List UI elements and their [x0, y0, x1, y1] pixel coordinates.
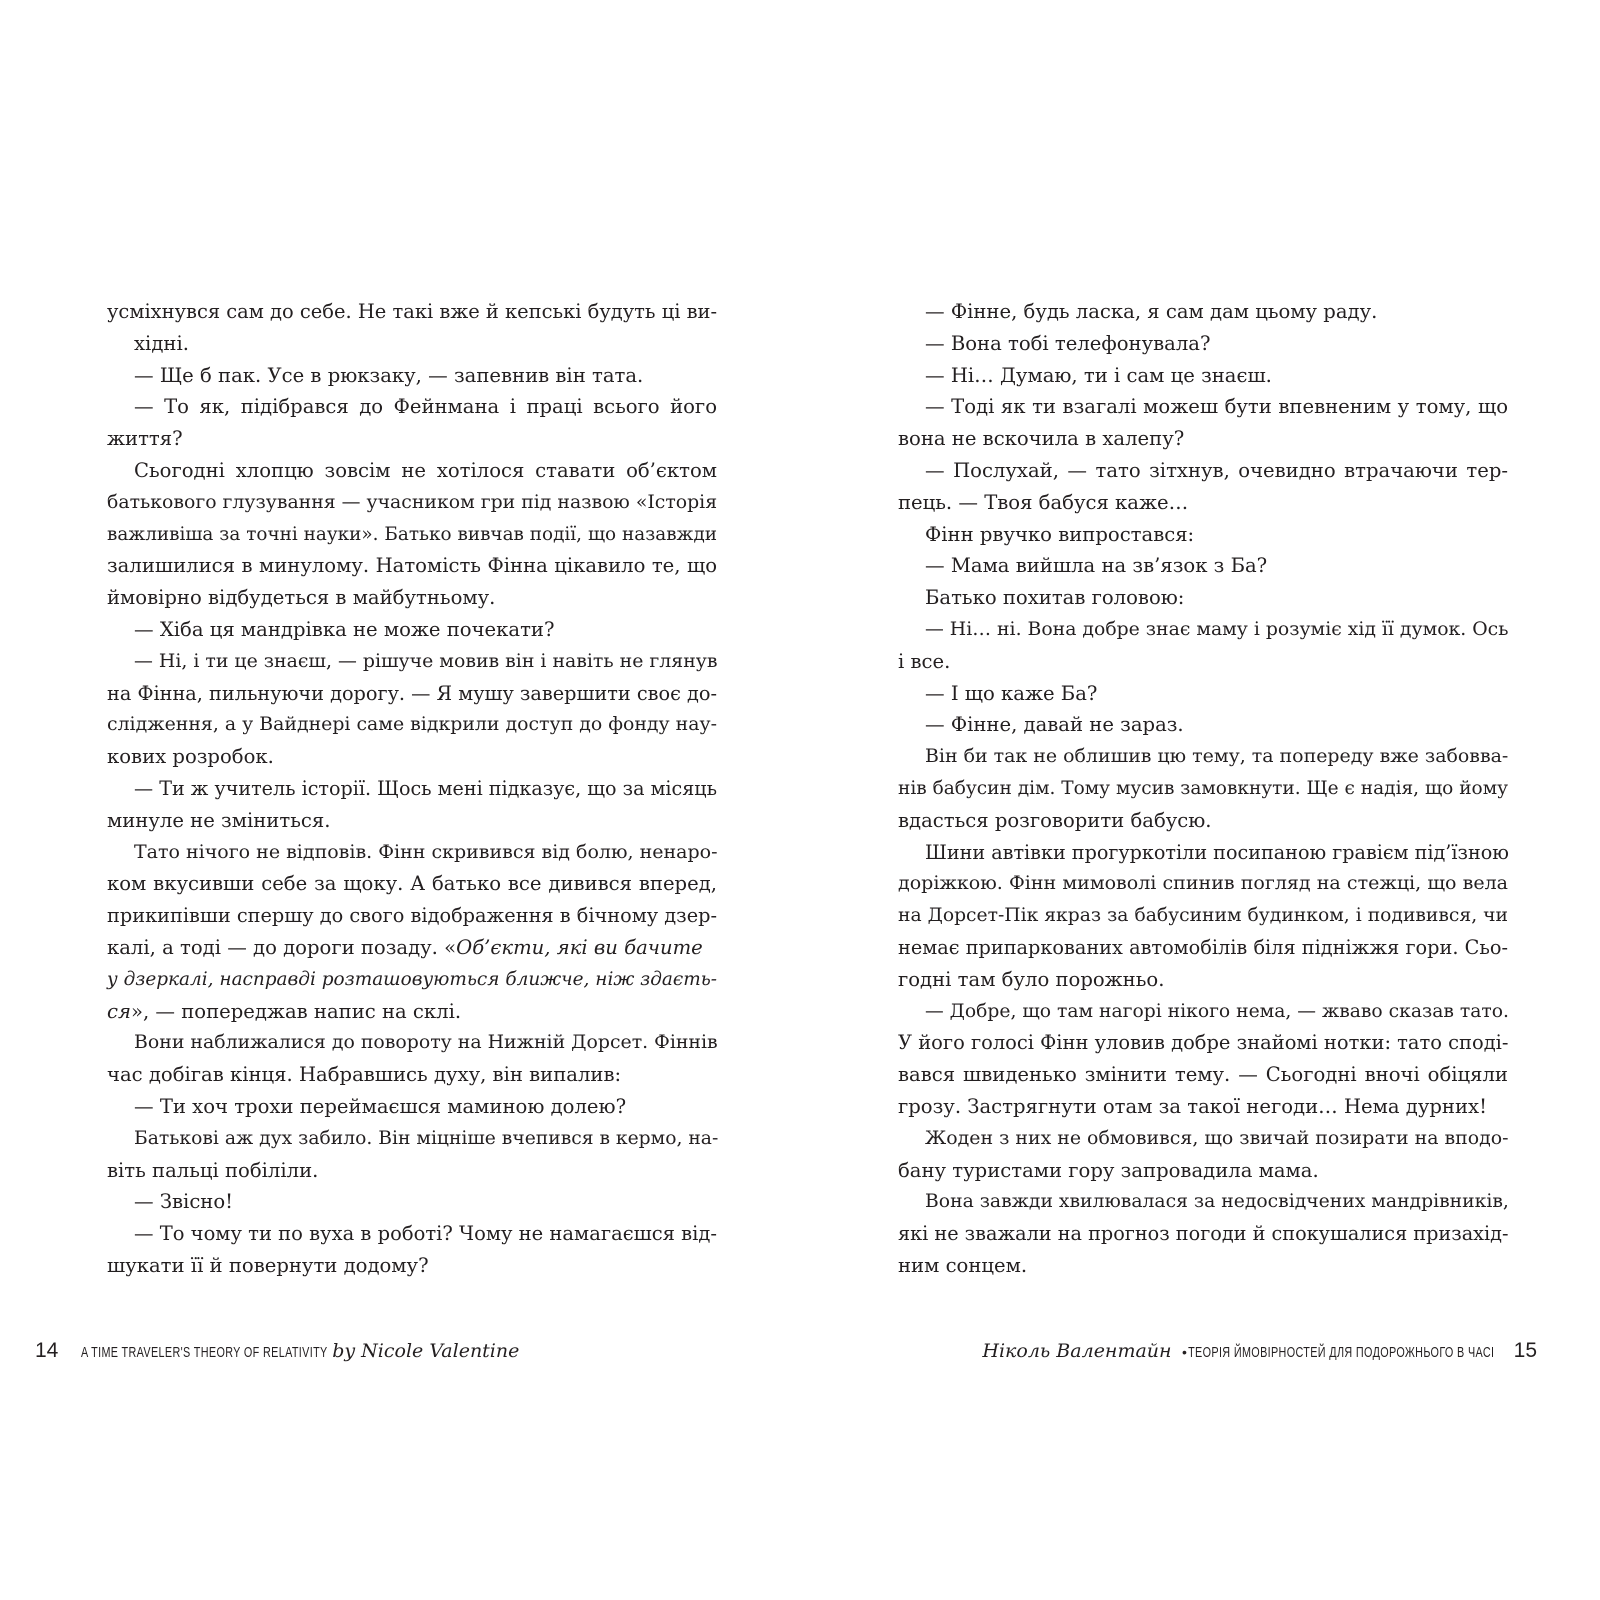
- footer-right: [982, 1336, 1537, 1366]
- text-line: — Ти ж учитель історії. Щось мені підказує, що за місяць: [134, 776, 717, 800]
- text-line-italic: у дзеркалі, насправді розташовуються ближче, ніж здаєть-: [107, 968, 717, 990]
- text-line: Він би так не облишив цю тему, та попереду вже забовва-: [925, 745, 1509, 768]
- text-line: нів бабусин дім. Тому мусив замовкнути. Ще є надія, що йому: [898, 777, 1508, 799]
- page-number-right: 15: [1513, 1339, 1537, 1362]
- text-line: і все.: [898, 649, 951, 673]
- text-line: Фінн рвучко випростався:: [925, 522, 1195, 546]
- text-line: У його голосі Фінн уловив добре знайомі нотки: тато споді-: [898, 1031, 1509, 1055]
- text-line: які не зважали на прогноз погоди й спокушалися призахід-: [898, 1222, 1509, 1246]
- text-line: на Дорсет-Пік якраз за бабусиним будинком, і подивився, чи: [898, 905, 1508, 927]
- text-line: ком вкусивши себе за щоку. А батько все дивився вперед,: [107, 872, 717, 896]
- text-line: хідні.: [134, 331, 189, 355]
- italic-quote-end: ся: [107, 999, 131, 1023]
- text-line: — Тоді як ти взагалі можеш бути впевненим у тому, що: [925, 395, 1508, 419]
- text-line: калі, а тоді — до дороги позаду. «Об’єкти, які ви бачите: [107, 935, 703, 959]
- text-line: — Фінне, давай не зараз.: [925, 713, 1184, 737]
- text-line: слідження, а у Вайднері саме відкрили доступ до фонду нау-: [107, 713, 717, 736]
- text-line: минуле не зміниться.: [107, 808, 331, 832]
- footer-left: [35, 1336, 519, 1366]
- text-line: вона не вскочила в халепу?: [898, 427, 1185, 451]
- text-line: ймовірно відбудеться в майбутньому.: [107, 586, 496, 610]
- text-line: — Мама вийшла на зв’язок з Ба?: [925, 554, 1268, 578]
- text-line: шукати її й повернути додому?: [107, 1253, 429, 1277]
- right-page-body: [898, 296, 1508, 1282]
- text-line: Жоден з них не обмовився, що звичай позирати на вподо-: [925, 1126, 1509, 1149]
- text-line: — То як, підібрався до Фейнмана і праці всього його: [134, 395, 717, 419]
- text-line: грозу. Застрягнути отам за такої негоди… Нема дурних!: [898, 1094, 1487, 1118]
- page-number-left: 14: [35, 1339, 59, 1362]
- text-line: годні там було порожньо.: [898, 967, 1165, 991]
- italic-quote: Об’єкти, які ви бачите: [456, 935, 703, 959]
- text-line: кових розробок.: [107, 745, 274, 769]
- text-line: — Ще б пак. Усе в рюкзаку, — запевнив він тата.: [134, 363, 644, 387]
- text-line: Вона завжди хвилювалася за недосвідчених мандрівників,: [925, 1191, 1509, 1213]
- running-author-ukrainian: Ніколь Валентайн: [982, 1340, 1172, 1362]
- text-line: — Хіба ця мандрівка не може почекати?: [134, 617, 555, 641]
- text-line: залишилися в минулому. Натомість Фінна цікавило те, що: [107, 554, 717, 578]
- text-line: — Послухай, — тато зітхнув, очевидно втрачаючи тер-: [925, 458, 1508, 482]
- text-line: вався швиденько змінити тему. — Сьогодні вночі обіцяли: [898, 1063, 1508, 1087]
- text-line: — Ні, і ти це знаєш, — рішуче мовив він і навіть не глянув: [134, 649, 718, 672]
- text-line: час добігав кінця. Набравшись духу, він випалив:: [107, 1063, 622, 1087]
- text-line: Батько похитав головою:: [925, 586, 1185, 610]
- text-line: — І що каже Ба?: [925, 681, 1098, 705]
- text-line: бану туристами гору запровадила мама.: [898, 1158, 1319, 1182]
- text-line: пець. — Твоя бабуся каже…: [898, 490, 1189, 514]
- text-line: — Ні… Думаю, ти і сам це знаєш.: [925, 363, 1272, 387]
- text-line: прикипівши спершу до свого відображення в бічному дзер-: [107, 904, 717, 928]
- text-line: віть пальці побіліли.: [107, 1158, 319, 1182]
- text-line: Шини автівки прогуркотіли посипаною гравієм під’їзною: [925, 840, 1509, 864]
- text-line: важливіша за точні науки». Батько вивчав події, що назавжди: [107, 523, 717, 545]
- text-line: немає припаркованих автомобілів біля підніжжя гори. Сьо-: [898, 935, 1508, 959]
- text-line: ним сонцем.: [898, 1253, 1028, 1277]
- text-line: вдасться розговорити бабусю.: [898, 808, 1212, 832]
- text-line: — Вона тобі телефонувала?: [925, 331, 1211, 355]
- text-line: — Добре, що там нагорі нікого нема, — жваво сказав тато.: [925, 1000, 1509, 1022]
- text-line: батькового глузування — учасником гри під назвою «Історія: [107, 491, 718, 513]
- text-line: доріжкою. Фінн мимоволі спинив погляд на стежці, що вела: [898, 872, 1508, 895]
- text-line: життя?: [107, 427, 183, 451]
- text-line: — Звісно!: [134, 1190, 234, 1214]
- left-page-body: [107, 296, 717, 1282]
- text-line: Батькові аж дух забило. Він міцніше вчепився в кермо, на-: [134, 1127, 719, 1149]
- text-line: Вони наближалися до повороту на Нижній Дорсет. Фіннів: [134, 1031, 718, 1054]
- text-line: — Ти хоч трохи переймаєшся маминою долею?: [134, 1094, 627, 1118]
- footer-bullet: •: [1182, 1344, 1187, 1360]
- text-line: ся», — попереджав напис на склі.: [107, 999, 462, 1023]
- text-line: — Фінне, будь ласка, я сам дам цьому раду.: [925, 300, 1378, 323]
- text-line: на Фінна, пильнуючи дорогу. — Я мушу завершити своє до-: [107, 681, 717, 705]
- text-line: усміхнувся сам до себе. Не такі вже й кепські будуть ці ви-: [107, 300, 718, 323]
- text-line: Тато нічого не відповів. Фінн скривився від болю, ненаро-: [134, 840, 718, 863]
- text-line: — Ні… ні. Вона добре знає маму і розуміє хід її думок. Ось: [925, 618, 1509, 640]
- running-author-english: by Nicole Valentine: [332, 1340, 520, 1362]
- running-title-english: A TIME TRAVELER'S THEORY OF RELATIVITY: [81, 1344, 328, 1361]
- text-line: — То чому ти по вуха в роботі? Чому не намагаєшся від-: [134, 1222, 717, 1246]
- running-title-ukrainian: ТЕОРІЯ ЙМОВІРНОСТЕЙ ДЛЯ ПОДОРОЖНЬОГО В ЧАСІ: [1188, 1344, 1495, 1361]
- text-line: Сьогодні хлопцю зовсім не хотілося ставати об’єктом: [134, 458, 717, 482]
